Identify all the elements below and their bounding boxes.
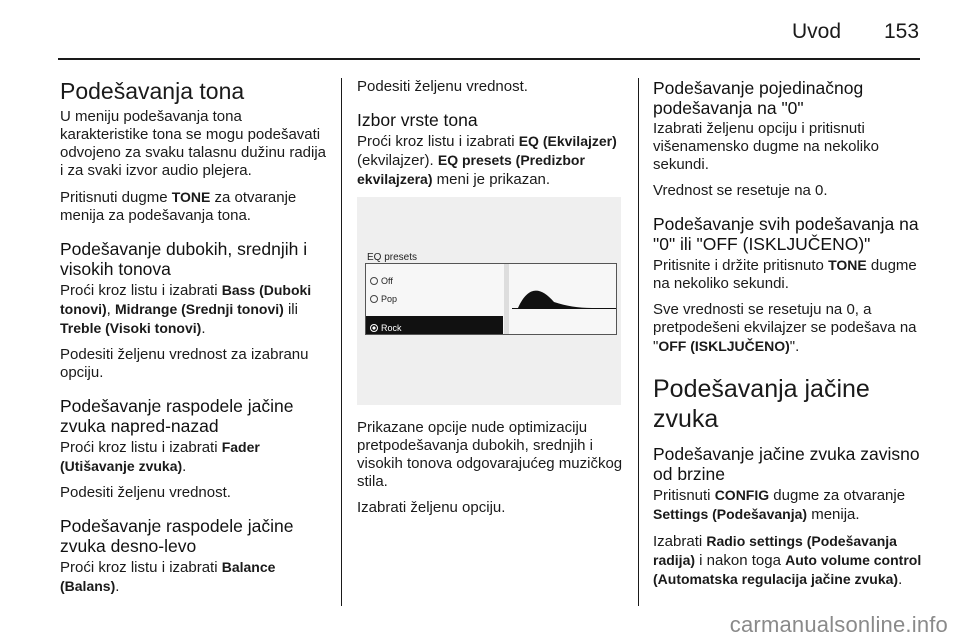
section-title-volume: Podešavanja jačine zvuka xyxy=(653,375,870,433)
heading-all-reset: Podešavanje svih podešavanja na "0" ili "OFF (ISKLJUČENO)" xyxy=(653,214,919,254)
fader-value-instruction: Podesiti željenu vrednost. xyxy=(60,484,231,501)
watermark: carmanualsonline.info xyxy=(729,612,948,637)
tone-open-instruction: Pritisnuti dugme TONE za otvaranje menija za podešavanja tona. xyxy=(60,189,297,224)
single-reset-instruction: Izabrati željenu opciju i pritisnuti višenamensko dugme na nekoliko sekundi. xyxy=(653,120,879,173)
heading-single-reset: Podešavanje pojedinačnog podešavanja na "0" xyxy=(653,78,864,118)
fader-instruction: Proći kroz listu i izabrati Fader (Utišavanje zvuka). xyxy=(60,439,260,475)
set-value-text: Podesiti željenu vrednost. xyxy=(357,78,528,95)
bass-instruction: Proći kroz listu i izabrati Bass (Duboki tonovi), Midrange (Srednji tonovi) ili Treble (Visoki tonovi). xyxy=(60,282,312,337)
eq-panel xyxy=(365,263,617,335)
eq-curve xyxy=(512,291,616,309)
page-number: 153 xyxy=(884,20,920,43)
heading-bass-mid-treble: Podešavanje dubokih, srednjih i visokih tonova xyxy=(60,239,308,279)
eq-options-description: Prikazane opcije nude optimizaciju pretpodešavanja dubokih, srednjih i visokih tonova odgovarajućeg muzičkog stila. xyxy=(357,419,623,490)
select-option-text: Izabrati željenu opciju. xyxy=(357,499,506,516)
eq-screen-title: EQ presets xyxy=(367,252,418,263)
heading-eq: Izbor vrste tona xyxy=(357,110,478,130)
eq-option-pop[interactable]: Pop xyxy=(370,290,397,308)
tone-intro: U meniju podešavanja tona karakteristike tona se mogu podešavati odvojeno za svaku talasnu dužinu radija i za svaki izvor audio plejera. xyxy=(60,108,327,179)
bass-value-instruction: Podesiti željenu vrednost za izabranu opciju. xyxy=(60,346,309,381)
eq-preset-list xyxy=(366,264,503,334)
all-reset-instruction: Pritisnite i držite pritisnuto TONE dugme na nekoliko sekundi. xyxy=(653,257,917,292)
column-1 xyxy=(60,78,330,604)
speed-volume-selection: Izabrati Radio settings (Podešavanja radija) i nakon toga Auto volume control (Automatska regulacija jačine zvuka). xyxy=(653,533,922,588)
all-reset-result: Sve vrednosti se resetuju na 0, a pretpodešeni ekvilajzer se podešava na "OFF (ISKLJUČENO)". xyxy=(653,301,917,355)
eq-scrollbar[interactable] xyxy=(504,264,509,334)
eq-presets-screenshot xyxy=(357,197,621,405)
page-header-title: Uvod xyxy=(792,20,842,43)
header-rule xyxy=(58,58,920,60)
eq-instruction: Proći kroz listu i izabrati EQ (Ekvilajzer) (ekvilajzer). EQ presets (Predizbor ekvilajzera) meni je prikazan. xyxy=(357,133,617,188)
speed-volume-instruction: Pritisnuti CONFIG dugme za otvaranje Settings (Podešavanja) menija. xyxy=(653,487,906,523)
radio-selected-icon xyxy=(370,324,378,332)
heading-fader: Podešavanje raspodele jačine zvuka napred-nazad xyxy=(60,396,294,436)
column-3 xyxy=(653,78,923,597)
single-reset-result: Vrednost se resetuje na 0. xyxy=(653,182,828,199)
column-2 xyxy=(357,78,625,525)
section-title-tone: Podešavanja tona xyxy=(60,78,245,104)
column-divider-2 xyxy=(638,78,639,606)
radio-icon xyxy=(370,295,378,303)
balance-instruction: Proći kroz listu i izabrati Balance (Balans). xyxy=(60,559,276,595)
column-divider-1 xyxy=(341,78,342,606)
eq-curve-graph xyxy=(512,264,616,334)
eq-option-rock-selected[interactable]: Rock xyxy=(366,316,503,334)
heading-speed-volume: Podešavanje jačine zvuka zavisno od brzine xyxy=(653,444,920,484)
radio-icon xyxy=(370,277,378,285)
heading-balance: Podešavanje raspodele jačine zvuka desno-levo xyxy=(60,516,294,556)
eq-option-off[interactable]: Off xyxy=(370,272,393,290)
